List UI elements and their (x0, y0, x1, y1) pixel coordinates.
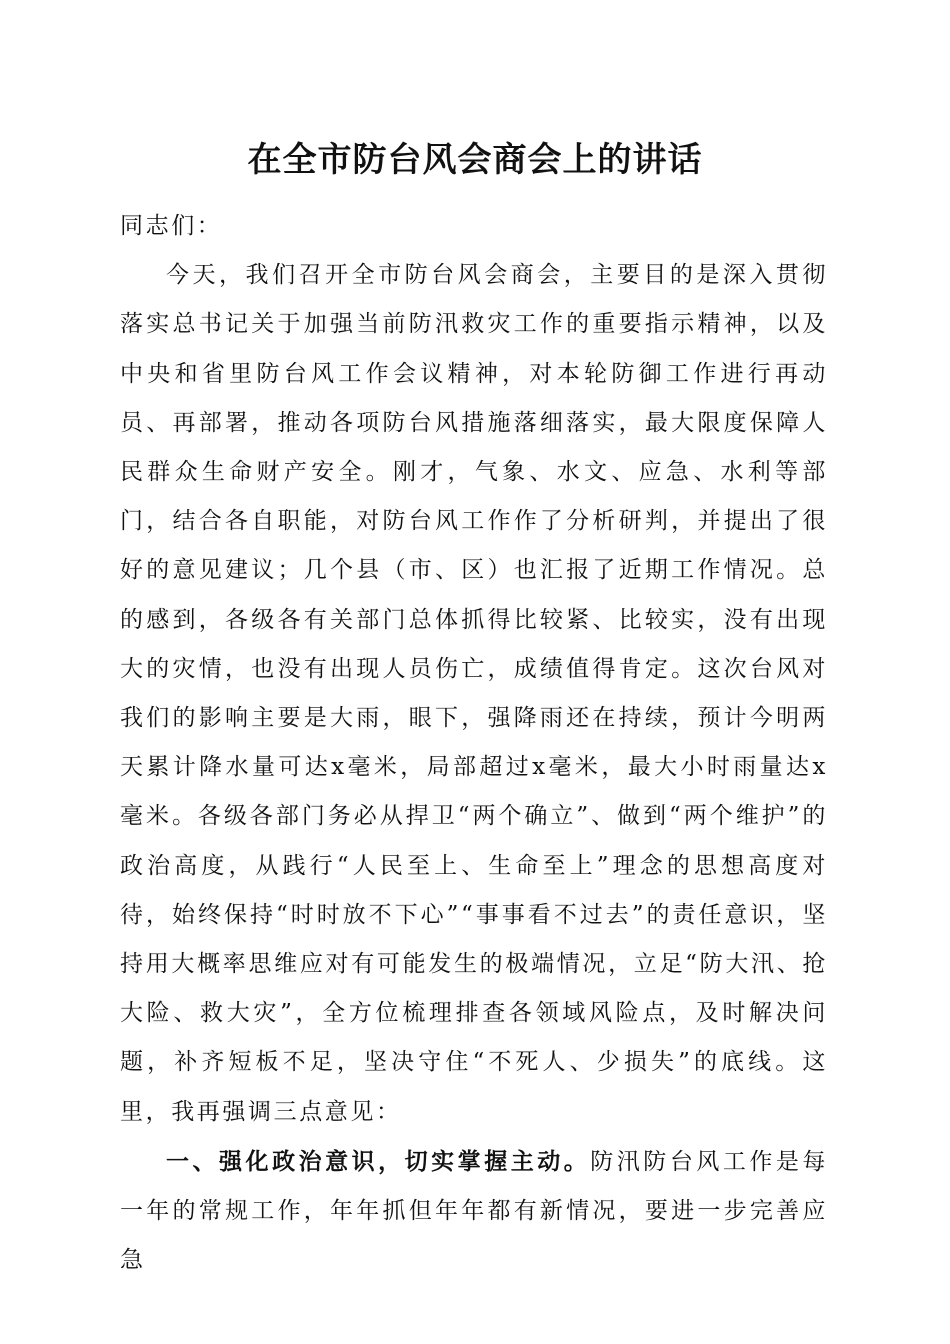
salutation: 同志们： (120, 213, 223, 239)
document-body (120, 202, 828, 1285)
section-1-text: 防汛防台风工作是每一年的常规工作，年年抓但年年都有新情况，要进一步完善应急 (120, 1148, 828, 1274)
document-title: 在全市防台风会商会上的讲话 (247, 140, 703, 180)
opening-paragraph: 今天，我们召开全市防台风会商会，主要目的是深入贯彻落实总书记关于加强当前防汛救灾工作的重要指示精神，以及中央和省里防台风工作会议精神，对本轮防御工作进行再动员、再部署，推动各项防台风措施落细落实，最大限度保障人民群众生命财产安全。刚才，气象、水文、应急、水利等部门，结合各自职能，对防台风工作作了分析研判，并提出了很好的意见建议；几个县（市、区）也汇报了近期工作情况。总的感到，各级各有关部门总体抓得比较紧、比较实，没有出现大的灾情，也没有出现人员伤亡，成绩值得肯定。这次台风对我们的影响主要是大雨，眼下，强降雨还在持续，预计今明两天累计降水量可达x毫米，局部超过x毫米，最大小时雨量达x毫米。各级各部门务必从捍卫“两个确立”、做到“两个维护”的政治高度，从践行“人民至上、生命至上”理念的思想高度对待，始终保持“时时放不下心”“事事看不过去”的责任意识，坚持用大概率思维应对有可能发生的极端情况，立足“防大汛、抢大险、救大灾”，全方位梳理排查各领域风险点，及时解决问题，补齐短板不足，坚决守住“不死人、少损失”的底线。这里，我再强调三点意见： (120, 262, 828, 1125)
section-1-heading: 一、强化政治意识，切实掌握主动。 (166, 1147, 591, 1175)
section-1-paragraph (120, 1137, 828, 1286)
